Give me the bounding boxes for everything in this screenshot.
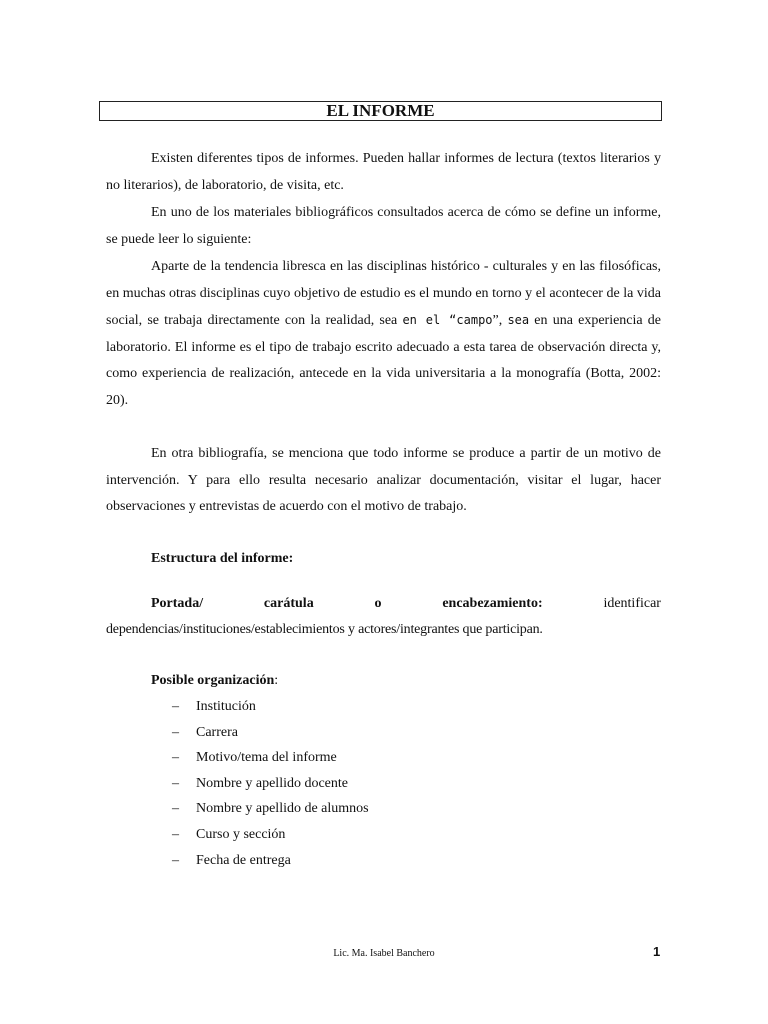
dash-bullet: –: [172, 826, 179, 842]
portada-word-4: encabezamiento:: [442, 596, 543, 611]
list-item-label: Nombre y apellido de alumnos: [196, 801, 369, 817]
estructura-heading: Estructura del informe:: [151, 551, 294, 566]
portada-continuation: dependencias/instituciones/establecimientos y actores/integrantes que participan.: [106, 622, 543, 637]
list-item-label: Nombre y apellido docente: [196, 775, 349, 791]
organizacion-colon: :: [274, 673, 279, 688]
dash-bullet: –: [172, 724, 179, 740]
paragraph-3-quote: [106, 254, 661, 414]
organizacion-heading-text: Posible organización: [151, 673, 275, 688]
quote-mono-1: en el “campo: [402, 313, 493, 327]
list-item: [172, 723, 369, 749]
list-item-label: Motivo/tema del informe: [196, 750, 337, 766]
paragraph-1: Existen diferentes tipos de informes. Pueden hallar informes de lectura (textos literarios y no literarios), de laboratorio, de visita, etc.: [106, 151, 661, 193]
portada-word-5: identificar: [603, 596, 661, 611]
dash-bullet: –: [172, 750, 179, 766]
paragraph-4: En otra bibliografía, se menciona que todo informe se produce a partir de un motivo de intervención. Y para ello resulta necesario analizar documentación, visitar el lugar, hacer observaciones y entrevistas de acuerdo con el motivo de trabajo.: [106, 446, 661, 514]
list-item-label: Institución: [196, 699, 256, 714]
portada-word-3: o: [374, 596, 382, 611]
document-title: [99, 101, 662, 121]
portada-word-1: Portada/: [151, 596, 204, 611]
list-item: [172, 748, 369, 774]
document-title-text: EL INFORME: [326, 101, 435, 120]
quote-text-b: en una experiencia de laboratorio. El informe es el tipo de trabajo escrito adecuado a esta tarea de observación directa y, como experiencia de realización, antecede en la vida universitaria a la monografía (Botta, 2002: 20).: [106, 313, 662, 408]
portada-word-2: carátula: [263, 596, 314, 611]
list-item-label: Curso y sección: [196, 826, 286, 842]
list-item-label: Carrera: [196, 724, 238, 740]
list-item: [172, 825, 369, 851]
dash-bullet: –: [172, 699, 179, 714]
quote-text-a: Aparte de la tendencia libresca en las disciplinas histórico - culturales y en las filosóficas, en muchas otras disciplinas cuyo objetivo de estudio es el mundo en torno y el acontecer de la vida social, se trabaja directamente con la realidad, sea: [106, 259, 661, 328]
portada-line: [151, 596, 661, 612]
quote-mid: ”,: [492, 313, 508, 328]
list-item: [172, 851, 369, 877]
organizacion-heading: [151, 673, 278, 689]
organizacion-list: [172, 697, 369, 876]
list-item: [172, 799, 369, 825]
paragraph-2: En uno de los materiales bibliográficos consultados acerca de cómo se define un informe, se puede leer lo siguiente:: [106, 205, 661, 247]
dash-bullet: –: [172, 852, 179, 868]
list-item-label: Fecha de entrega: [196, 852, 291, 868]
dash-bullet: –: [172, 801, 179, 817]
list-item: [172, 697, 369, 723]
list-item: [172, 774, 369, 800]
quote-mono-2: sea: [507, 313, 530, 327]
footer-author: Lic. Ma. Isabel Banchero: [333, 948, 435, 959]
dash-bullet: –: [172, 775, 179, 791]
page-number: 1: [653, 944, 661, 959]
